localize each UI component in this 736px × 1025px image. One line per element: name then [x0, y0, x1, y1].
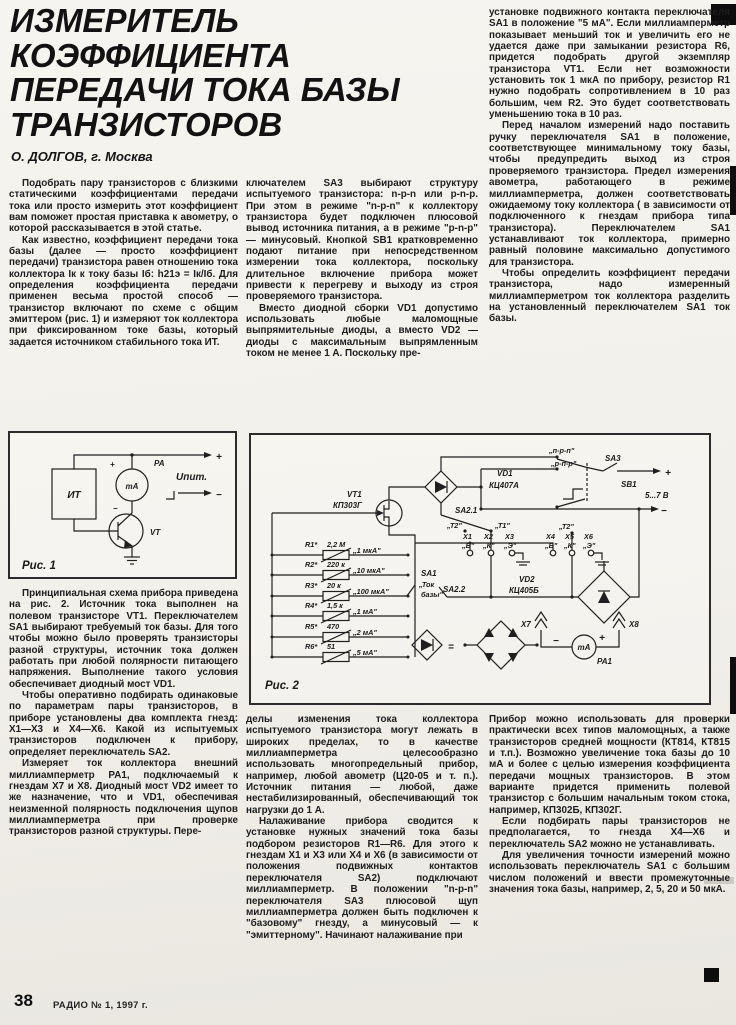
resistor-value: 20 к [327, 581, 341, 590]
vd1-type-label: КЦ407А [489, 481, 519, 490]
emitter-jack-letter: „Э" [504, 541, 517, 550]
paragraph: Чтобы определить коэффициент передачи транзистора, надо измеренный миллиамперметром ток коллектора разделить на установленный переключателем SA1 ток базы. [489, 267, 730, 325]
jack-x8-label: X8 [629, 620, 639, 629]
resistor-current: „1 мкА" [353, 546, 381, 555]
plus-sign: + [665, 468, 671, 479]
vd2-label: VD2 [519, 575, 535, 584]
resistor-ref: R2* [305, 560, 318, 569]
minus-sign: − [661, 506, 667, 517]
t2-contact-label: „Т2" [559, 522, 574, 531]
t1-contact-label: „Т1" [495, 521, 510, 530]
collector-jack-letter: „К" [483, 541, 495, 550]
paragraph: Чтобы оперативно подбирать одинаковые по параметрам пары транзисторов, в приборе установлены два комплекта гнезд: X1—X3 и X4—X6. Какой из испытуемых транзисторов подключен к прибору, определяет переключатель SA2. [9, 690, 238, 758]
article-end-mark [704, 968, 719, 982]
paragraph: ключателем SA3 выбирают структуру испытуемого транзистора: n-p-n или p-n-p. При этом в режиме "n-p-n" к коллектору транзистора будет подключен плюсовой вывод источника питания, а в режиме "p-n-p" — минусовый. Кнопкой SB1 кратковременно подают питание при непосредственном измерении тока коллектора, поскольку длительное включение прибора может привести к перегреву и выходу из строя проверяемого транзистора. [246, 178, 478, 303]
sa1-name-line1: „Ток [419, 580, 435, 589]
resistor-current: „5 мА" [353, 648, 377, 657]
vt1-type-label: КП303Г [333, 501, 362, 510]
print-edge-mark [730, 657, 736, 714]
current-source-label: ИТ [67, 490, 81, 501]
jack-x6-label: X6 [584, 532, 593, 541]
transistor-label: VT [150, 528, 161, 537]
journal-imprint: РАДИО № 1, 1997 г. [53, 1000, 148, 1011]
milliampere-label: mA [577, 643, 591, 652]
figure-1-caption: Рис. 1 [22, 560, 56, 572]
jack-x5-label: X5 [565, 532, 574, 541]
resistor-current: „2 мА" [353, 628, 377, 637]
title-line-4: ТРАНЗИСТОРОВ [10, 105, 283, 143]
paragraph: установке подвижного контакта переключателя SA1 в положение "5 мА". Если миллиамперметр показывает меньший ток и увеличить его не удается даже при замыкании резистора R6, придется подобрать другой экземпляр транзистора VT1. Если нет возможности установить ток 1 мкА по прибору, резистор R1 нужно подобрать сопротивлением в 10 раз большим, чем R2. Это будет соответствовать уменьшению тока в 10 раз. [489, 7, 730, 121]
equals-sign: = [448, 642, 454, 653]
title-line-1: ИЗМЕРИТЕЛЬ [10, 2, 239, 39]
paragraph: Как известно, коэффициент передачи тока базы (далее — просто коэффициент передачи) транзистора равен отношению тока коллектора Iк к току базы Iб: h21э = Iк/Iб. Для определения коэффициента передачи применен весьма простой способ — транзистор включают по схеме с общим эмиттером (рис. 1) и измеряют ток коллектора при фиксированном токе базы, который задается источником стабильного тока ИТ. [9, 234, 238, 348]
jack-x1-label: X1 [463, 532, 472, 541]
t2-contact-label: „Т2" [447, 521, 462, 530]
figure-1-schematic [10, 433, 235, 577]
fig1-wires [52, 452, 212, 564]
article-title [10, 4, 490, 142]
minus-sign: − [113, 504, 118, 513]
column-2-top [246, 178, 478, 431]
supply-voltage-label: Uпит. [176, 472, 207, 483]
title-line-2: КОЭФФИЦИЕНТА [10, 36, 291, 74]
meter-ref-label: PA [154, 459, 165, 468]
sa1-label: SA1 [421, 569, 437, 578]
resistor-ref: R5* [305, 622, 318, 631]
resistor-value: 1,5 к [327, 601, 343, 610]
page-number: 38 [14, 991, 33, 1010]
title-line-3: ПЕРЕДАЧИ ТОКА БАЗЫ [10, 71, 400, 108]
supply-voltage-label: 5...7 В [645, 491, 669, 500]
resistor-current: „1 мА" [353, 607, 377, 616]
resistor-value: 220 к [327, 560, 345, 569]
column-2-bottom [246, 714, 478, 1010]
jack-x7-label: X7 [521, 620, 531, 629]
paragraph: Перед началом измерений надо поставить ручку переключателя SA1 в положение, соответствующее минимальному току базы, чтобы предупредить выход из строя проверяемого транзистора. Предел измерения авометра, работающего в режиме миллиамперметра, должен соответствовать ожидаемому току коллектора ( в зависимости от подключенного к гнездам прибора типа транзистора). Переключателем SA1 устанавливают ток коллектора, примерно равный половине максимально допустимого для транзистора. [489, 120, 730, 268]
paragraph: Если подбирать пары транзисторов не предполагается, то гнезда X4—X6 и переключатель SA2 можно не устанавливать. [489, 816, 730, 850]
base-jack-letter: „Б" [462, 541, 475, 550]
paragraph: Налаживание прибора сводится к установке нужных значений тока базы подбором резисторов R1—R6. Для этого к гнездам X1 и X3 или X4 и X6 (в зависимости от положения подвижных контактов переключателя SA2) подключают миллиамперметр. В положении "n-p-n" переключателя SA3 плюсовой щуп миллиамперметра должен быть подключен к "базовому" гнезду, а минусовый — к "эмиттерному". Начинают налаживание при [246, 816, 478, 941]
npn-position-label: „п-р-п" [549, 446, 575, 455]
jack-x2-label: X2 [484, 532, 493, 541]
sa2-2-label: SA2.2 [443, 585, 466, 594]
emitter-jack-letter: „Э" [583, 541, 596, 550]
paragraph: Прибор можно использовать для проверки практически всех типов маломощных, а также транзисторов средней мощности (КТ814, КТ815 и т.п.). Возможно увеличение тока базы до 10 мА и более с целью измерения коэффициента передачи мощных транзисторов. В этом варианте придется применить полевой транзистор с большим начальным током стока, например, КП302Б, КП302Г. [489, 714, 730, 816]
collector-jack-letter: „К" [564, 541, 576, 550]
base-jack-letter: „Б" [545, 541, 558, 550]
pa1-label: PA1 [597, 657, 612, 666]
resistor-value: 51 [327, 642, 336, 651]
sa2-1-label: SA2.1 [455, 506, 478, 515]
print-edge-mark [730, 166, 736, 215]
jack-x3-label: X3 [505, 532, 514, 541]
paragraph: Принципиальная схема прибора приведена на рис. 2. Источник тока выполнен на полевом транзисторе VT1. Переключателем SA1 выбирают требуемый ток базы. Для того чтобы можно было проверять транзисторы разной структуры, источник тока должен работать при любой полярности питающего напряжения. Выполнение такого условия обеспечивает диодный мост VD1. [9, 588, 238, 690]
column-3-top [489, 7, 730, 431]
milliampere-label: mA [125, 482, 139, 491]
figure-2 [249, 433, 711, 705]
vd2-type-label: КЦ405Б [509, 586, 539, 595]
vt1-label: VT1 [347, 490, 362, 499]
column-1-top [9, 178, 238, 430]
sa3-label: SA3 [605, 454, 621, 463]
paragraph: Подобрать пару транзисторов с близкими статическими коэффициентами передачи тока или просто измерить этот коэффициент вам поможет простая приставка к авометру, о которой рассказывается в этой статье. [9, 178, 238, 235]
paragraph: Вместо диодной сборки VD1 допустимо использовать любые маломощные выпрямительные диоды, а вместо VD2 — диоды с максимальным выпрямленным током не менее 1 А. Поскольку пре- [246, 302, 478, 360]
paragraph: Измеряет ток коллектора внешний миллиамперметр PA1, подключаемый к гнездам X7 и X8. Диодный мост VD2 имеет то же назначение, что и VD1, обеспечивая неизменной полярность подключения щупов миллиамперметра при проверке транзисторов разной структуры. Пере- [9, 758, 238, 838]
resistor-value: 470 [327, 622, 340, 631]
resistor-current: „10 мкА" [353, 566, 385, 575]
resistor-value: 2,2 М [327, 540, 346, 549]
vd1-label: VD1 [497, 469, 513, 478]
minus-sign: − [216, 490, 222, 501]
article-author: О. ДОЛГОВ, г. Москва [11, 149, 153, 164]
paragraph: делы изменения тока коллектора испытуемого транзистора могут лежать в широких пределах, то в качестве миллиамперметра целесообразно использовать многопредельный прибор, например, любой авометр (Ц20-05 и т. п.). Источник питания — любой, даже нестабилизированный, обеспечивающий ток нагрузки до 1 А. [246, 714, 478, 816]
column-1-bottom [9, 588, 238, 988]
resistor-ref: R4* [305, 601, 318, 610]
resistor-ref: R3* [305, 581, 318, 590]
pnp-position-label: „р-п-р" [551, 459, 577, 468]
resistor-ref: R1* [305, 540, 318, 549]
figure-2-caption: Рис. 2 [265, 680, 299, 692]
resistor-current: „100 мкА" [353, 587, 389, 596]
sb1-label: SB1 [621, 480, 637, 489]
resistor-ref: R6* [305, 642, 318, 651]
figure-2-schematic [251, 435, 709, 703]
figure-1 [8, 431, 237, 579]
paragraph: Для увеличения точности измерений можно использовать переключатель SA1 с большим числом положений и ввести промежуточные значения тока базы, например, 2, 5, 20 и 50 мкА. [489, 850, 730, 896]
plus-sign: + [110, 460, 115, 469]
sa1-name-line2: базы" [421, 590, 443, 599]
jack-x4-label: X4 [546, 532, 555, 541]
column-3-bottom [489, 714, 730, 1006]
plus-sign: + [216, 452, 222, 463]
meter-plus-sign: + [599, 633, 605, 644]
meter-minus-sign: − [553, 636, 559, 647]
